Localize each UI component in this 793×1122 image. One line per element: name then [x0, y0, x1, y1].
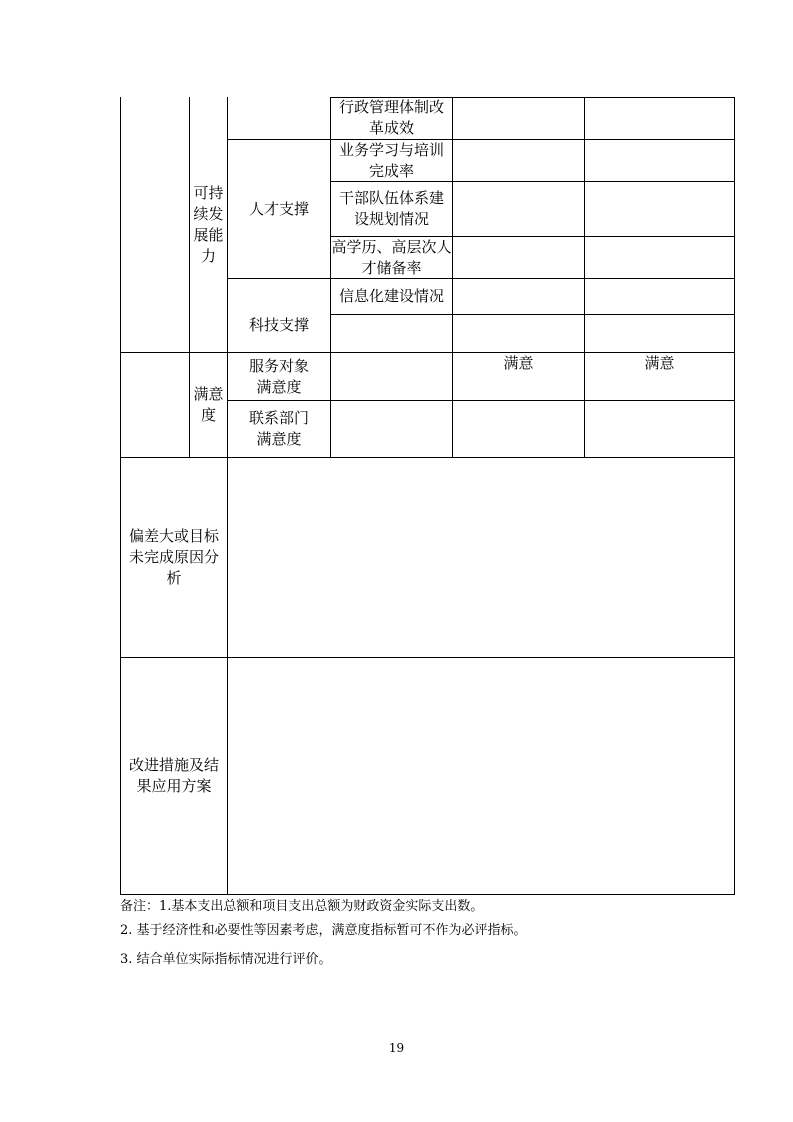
actual-value-satisfied: 满意 — [644, 354, 675, 372]
indicator-service-satisfaction: 服务对象满意度 — [248, 356, 309, 396]
indicator-admin-reform: 行政管理体制改革成效 — [338, 98, 444, 137]
page-number: 19 — [388, 1041, 405, 1055]
deviation-analysis-content[interactable] — [228, 458, 734, 657]
note-line-3: 3. 结合单位实际指标情况进行评价。 — [120, 952, 332, 967]
indicator-dept-satisfaction: 联系部门满意度 — [248, 409, 309, 448]
improvement-plan-content[interactable] — [228, 658, 734, 894]
target-value-satisfied: 满意 — [503, 354, 534, 372]
note-line-2: 2. 基于经济性和必要性等因素考虑，满意度指标暂可不作为必评指标。 — [120, 923, 527, 938]
subcategory-talent-support: 人才支撑 — [248, 199, 309, 218]
dimension-sustainable-capacity: 可持续发展能力 — [193, 183, 224, 265]
subcategory-tech-support: 科技支撑 — [248, 316, 309, 334]
indicator-informatization: 信息化建设情况 — [338, 287, 444, 305]
indicator-talent-reserve: 高学历、高层次人才储备率 — [331, 237, 452, 277]
dimension-satisfaction: 满意度 — [193, 385, 224, 424]
deviation-analysis-label: 偏差大或目标未完成原因分析 — [128, 527, 219, 587]
indicator-cadre-planning: 干部队伍体系建设规划情况 — [338, 189, 444, 228]
indicator-training-rate: 业务学习与培训完成率 — [338, 140, 444, 180]
note-line-1: 备注：1.基本支出总额和项目支出总额为财政资金实际支出数。 — [120, 899, 484, 914]
improvement-plan-label: 改进措施及结果应用方案 — [128, 756, 219, 795]
